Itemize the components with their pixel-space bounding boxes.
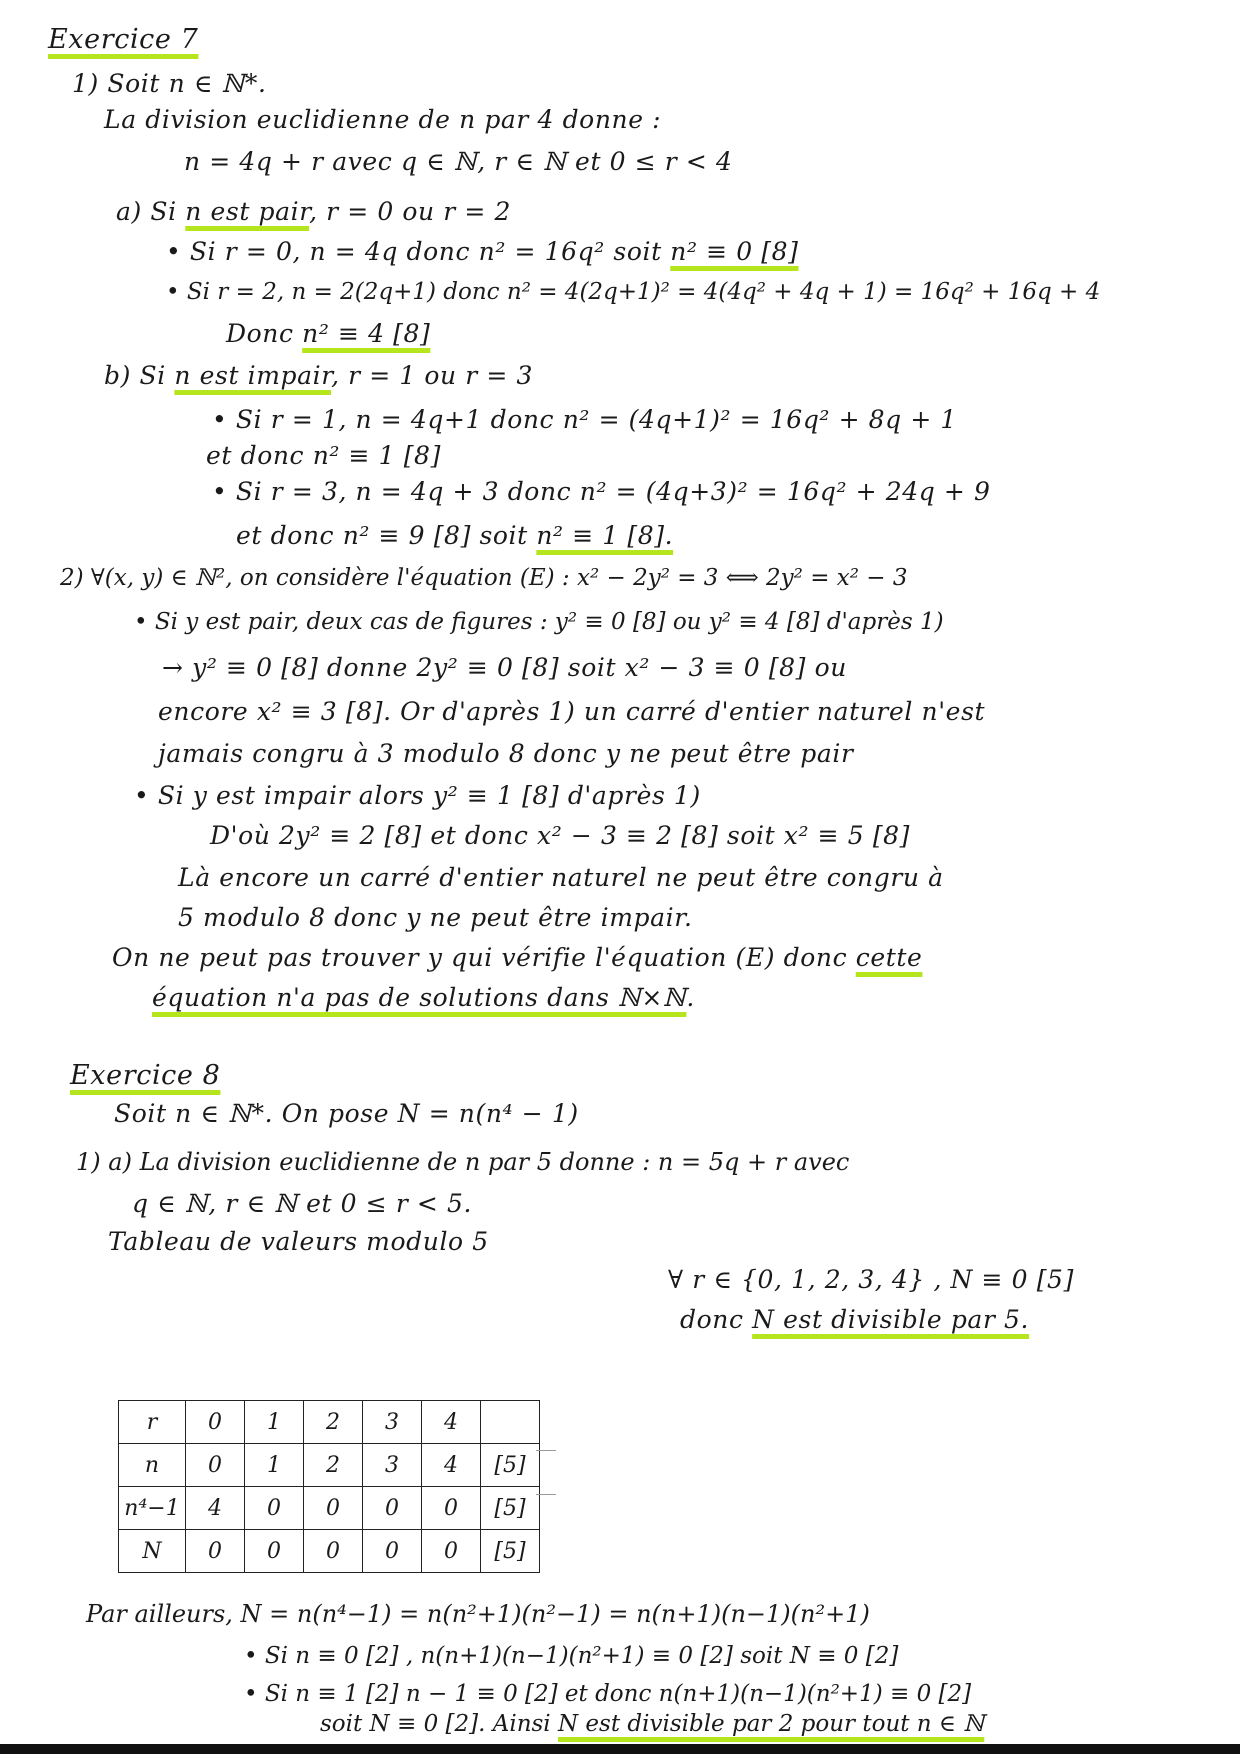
ex7-q2-odd-2: D'où 2y² ≡ 2 [8] et donc x² − 3 ≡ 2 [8] soit x² ≡ 5 [8] bbox=[210, 821, 911, 850]
table-cell: 0 bbox=[245, 1530, 304, 1573]
table-cell: 0 bbox=[186, 1401, 245, 1444]
ex7-q1-division: La division euclidienne de n par 4 donne : bbox=[104, 105, 662, 134]
table-row-header: N bbox=[119, 1530, 186, 1573]
table-cell: [5] bbox=[481, 1530, 540, 1573]
table-cell: 3 bbox=[363, 1444, 422, 1487]
ex7-q2-conclusion-2 bbox=[152, 982, 695, 1014]
ex7-q2-conclusion-highlight-1: cette bbox=[855, 943, 923, 972]
values-table bbox=[118, 1400, 540, 1573]
table-cell: 0 bbox=[363, 1487, 422, 1530]
table-row bbox=[119, 1487, 540, 1530]
ex7-q2-conclusion-pre: On ne peut pas trouver y qui vérifie l'équation (E) donc bbox=[112, 943, 856, 972]
ex8-q1a: 1) a) La division euclidienne de n par 5 donne : n = 5q + r avec bbox=[76, 1148, 850, 1176]
ex7-b-r3-pre: et donc n² ≡ 9 [8] soit bbox=[236, 521, 537, 550]
ex7-b-r1-conclusion: et donc n² ≡ 1 [8] bbox=[206, 441, 441, 470]
table-row-header: n⁴−1 bbox=[119, 1487, 186, 1530]
table-row-header: r bbox=[119, 1401, 186, 1444]
ex7-a-r2-pre: Donc bbox=[226, 319, 303, 348]
ex7-q2-even-2: → y² ≡ 0 [8] donne 2y² ≡ 0 [8] soit x² − 3 ≡ 0 [8] ou bbox=[162, 653, 847, 682]
ex7-a-post: , r = 0 ou r = 2 bbox=[309, 197, 511, 226]
ex7-a-line bbox=[116, 196, 511, 228]
ex7-title-text: Exercice 7 bbox=[48, 24, 199, 55]
ex8-factorisation: Par ailleurs, N = n(n⁴−1) = n(n²+1)(n²−1) = n(n+1)(n−1)(n²+1) bbox=[86, 1600, 870, 1628]
ex7-a-r0-pre: • Si r = 0, n = 4q donc n² = 16q² soit bbox=[166, 237, 671, 266]
ex8-side-note-2-pre: donc bbox=[680, 1305, 753, 1334]
table-cell: 0 bbox=[304, 1487, 363, 1530]
ex7-a-r2: • Si r = 2, n = 2(2q+1) donc n² = 4(2q+1)² = 4(4q² + 4q + 1) = 16q² + 16q + 4 bbox=[166, 279, 1101, 305]
ex7-q1-equation: n = 4q + r avec q ∈ ℕ, r ∈ ℕ et 0 ≤ r < 4 bbox=[184, 147, 733, 176]
ex8-title-text: Exercice 8 bbox=[70, 1060, 221, 1091]
table-cell: 0 bbox=[186, 1530, 245, 1573]
ex7-b-post: , r = 1 ou r = 3 bbox=[331, 361, 533, 390]
table-cell: 0 bbox=[363, 1530, 422, 1573]
ex7-q2-conclusion bbox=[112, 942, 922, 974]
table-cell: 2 bbox=[304, 1444, 363, 1487]
table-cell: 4 bbox=[186, 1487, 245, 1530]
table-cell: 0 bbox=[186, 1444, 245, 1487]
ex8-intro: Soit n ∈ ℕ*. On pose N = n(n⁴ − 1) bbox=[114, 1099, 579, 1128]
ex7-b-pre: b) Si bbox=[104, 361, 175, 390]
table-cell: 4 bbox=[422, 1401, 481, 1444]
ex7-q2-odd-4: 5 modulo 8 donc y ne peut être impair. bbox=[178, 903, 693, 932]
ex7-a-r2-highlight: n² ≡ 4 [8] bbox=[302, 319, 431, 348]
table-row bbox=[119, 1444, 540, 1487]
table-cell: [5] bbox=[481, 1444, 540, 1487]
ex8-case-odd: • Si n ≡ 1 [2] n − 1 ≡ 0 [2] et donc n(n+1)(n−1)(n²+1) ≡ 0 [2] bbox=[244, 1681, 972, 1707]
values-table-body bbox=[119, 1401, 540, 1573]
ex8-conclusion-highlight: N est divisible par 2 pour tout n ∈ ℕ bbox=[557, 1711, 985, 1737]
ex7-q2-even: • Si y est pair, deux cas de figures : y² ≡ 0 [8] ou y² ≡ 4 [8] d'après 1) bbox=[134, 609, 944, 635]
ex7-a-pre: a) Si bbox=[116, 197, 186, 226]
ex7-b-r1: • Si r = 1, n = 4q+1 donc n² = (4q+1)² = 16q² + 8q + 1 bbox=[212, 405, 957, 434]
table-cell: 1 bbox=[245, 1401, 304, 1444]
ex7-b-r3-highlight: n² ≡ 1 [8]. bbox=[536, 521, 674, 550]
ex8-q1a-2: q ∈ ℕ, r ∈ ℕ et 0 ≤ r < 5. bbox=[132, 1189, 473, 1218]
ex8-side-note-2-highlight: N est divisible par 5. bbox=[752, 1305, 1030, 1334]
ex7-b-highlight: n est impair bbox=[174, 361, 332, 390]
table-cell: 0 bbox=[422, 1530, 481, 1573]
table-cell: 0 bbox=[245, 1487, 304, 1530]
ex8-title bbox=[70, 1060, 220, 1092]
ex8-side-note-2 bbox=[680, 1304, 1029, 1336]
ex7-q2-intro: 2) ∀(x, y) ∈ ℕ², on considère l'équation (E) : x² − 2y² = 3 ⟺ 2y² = x² − 3 bbox=[60, 565, 908, 591]
ex8-side-note-1: ∀ r ∈ {0, 1, 2, 3, 4} , N ≡ 0 [5] bbox=[668, 1265, 1074, 1294]
table-cell: [5] bbox=[481, 1487, 540, 1530]
ex7-q2-conclusion-highlight-2: équation n'a pas de solutions dans ℕ×ℕ bbox=[152, 983, 687, 1012]
scan-edge-bar bbox=[0, 1744, 1240, 1754]
ex7-q2-odd: • Si y est impair alors y² ≡ 1 [8] d'après 1) bbox=[134, 781, 701, 810]
ex8-case-even: • Si n ≡ 0 [2] , n(n+1)(n−1)(n²+1) ≡ 0 [2] soit N ≡ 0 [2] bbox=[244, 1643, 899, 1669]
ex7-q2-odd-3: Là encore un carré d'entier naturel ne peut être congru à bbox=[178, 863, 944, 892]
ex7-b-r3: • Si r = 3, n = 4q + 3 donc n² = (4q+3)² = 16q² + 24q + 9 bbox=[212, 477, 991, 506]
ex7-q2-even-3: encore x² ≡ 3 [8]. Or d'après 1) un carré d'entier naturel n'est bbox=[158, 697, 986, 726]
ex7-q2-even-4: jamais congru à 3 modulo 8 donc y ne peut être pair bbox=[158, 739, 854, 768]
table-cell: 0 bbox=[304, 1530, 363, 1573]
table-cell: 2 bbox=[304, 1401, 363, 1444]
table-row bbox=[119, 1530, 540, 1573]
table-cell: 0 bbox=[422, 1487, 481, 1530]
ex8-conclusion-pre: soit N ≡ 0 [2]. Ainsi bbox=[320, 1711, 558, 1737]
ex7-b-r3-conclusion bbox=[236, 520, 673, 552]
ex7-a-r0 bbox=[166, 236, 799, 268]
table-cell bbox=[481, 1401, 540, 1444]
ex8-table-title: Tableau de valeurs modulo 5 bbox=[108, 1227, 489, 1256]
ex7-a-r0-highlight: n² ≡ 0 [8] bbox=[670, 237, 799, 266]
table-row-header: n bbox=[119, 1444, 186, 1487]
table-cell: 4 bbox=[422, 1444, 481, 1487]
ex7-title bbox=[48, 24, 198, 56]
ex7-a-r2-conclusion bbox=[226, 318, 430, 350]
ex7-q1-intro: 1) Soit n ∈ ℕ*. bbox=[72, 69, 267, 98]
table-row bbox=[119, 1401, 540, 1444]
ex7-a-highlight: n est pair bbox=[185, 197, 310, 226]
table-stroke-1 bbox=[536, 1450, 556, 1451]
table-stroke-2 bbox=[536, 1494, 556, 1495]
table-cell: 3 bbox=[363, 1401, 422, 1444]
ex7-b-line bbox=[104, 360, 533, 392]
ex7-q2-conclusion-post: . bbox=[686, 983, 695, 1012]
ex8-conclusion bbox=[320, 1708, 984, 1740]
table-cell: 1 bbox=[245, 1444, 304, 1487]
